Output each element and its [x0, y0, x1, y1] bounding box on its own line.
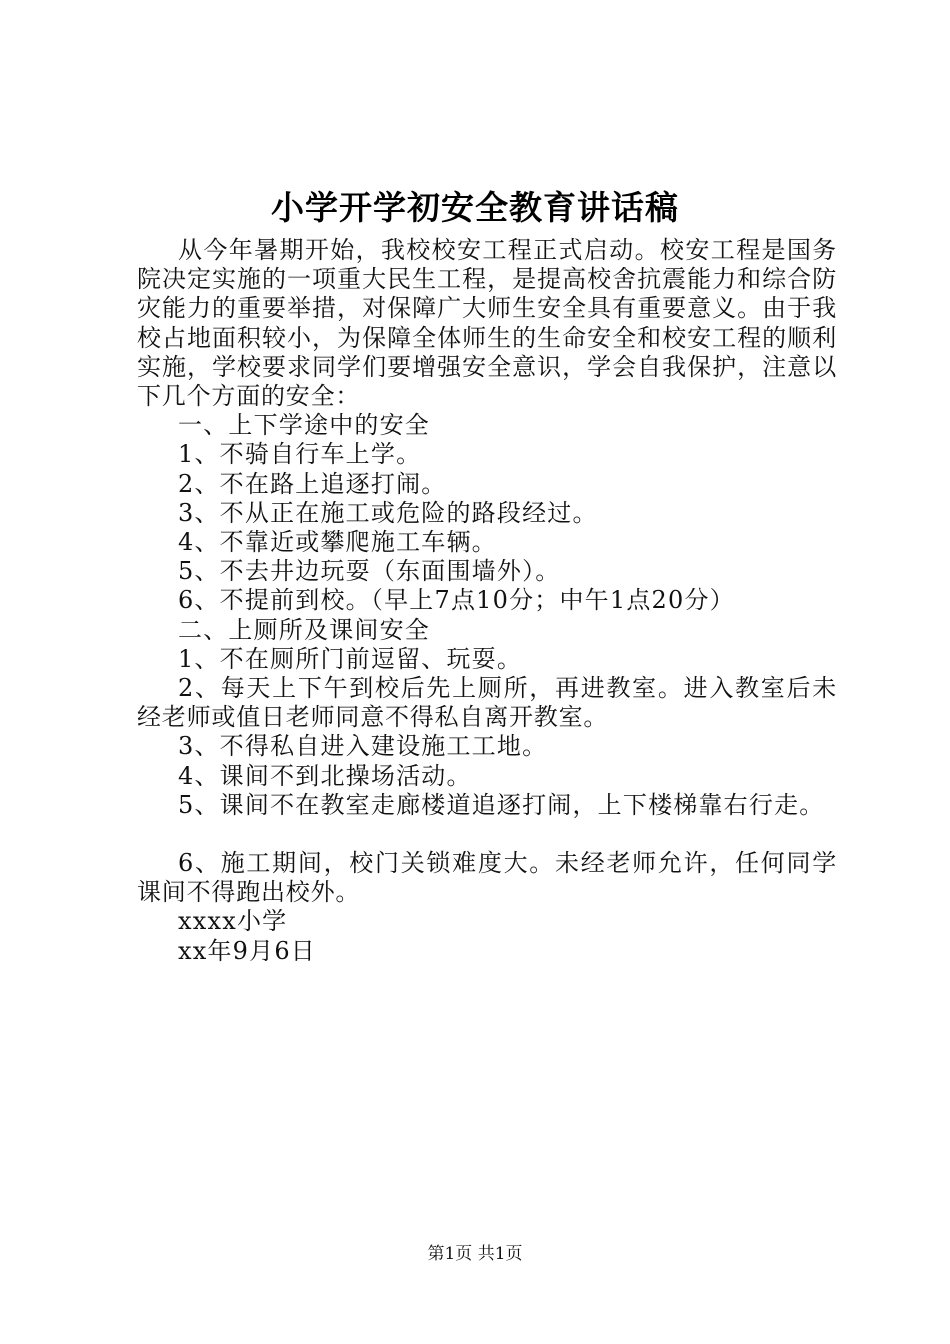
- list-item: 6、施工期间，校门关锁难度大。未经老师允许，任何同学课间不得跑出校外。: [137, 849, 837, 907]
- page-number-footer: 第1页 共1页: [427, 1244, 523, 1264]
- document-title: 小学开学初安全教育讲话稿: [271, 188, 679, 227]
- signature-date: xx年9月6日: [178, 936, 317, 965]
- signature-school: xxxx小学: [178, 907, 288, 936]
- section-heading-break-time: 二、上厕所及课间安全: [178, 615, 430, 644]
- list-item: 2、每天上下午到校后先上厕所，再进教室。进入教室后未经老师或值日老师同意不得私自离开教室。: [137, 674, 837, 732]
- list-item: 5、课间不在教室走廊楼道追逐打闹，上下楼梯靠右行走。: [178, 790, 825, 819]
- list-item: 1、不骑自行车上学。: [178, 440, 422, 469]
- intro-paragraph: 从今年暑期开始，我校校安工程正式启动。校安工程是国务院决定实施的一项重大民生工程，是提高校舍抗震能力和综合防灾能力的重要举措，对保障广大师生安全具有重要意义。由于我校占地面积较小，为保障全体师生的生命安全和校安工程的顺利实施，学校要求同学们要增强安全意识，学会自我保护，注意以下几个方面的安全：: [137, 236, 837, 411]
- list-item: 4、不靠近或攀爬施工车辆。: [178, 528, 497, 557]
- list-item: 1、不在厕所门前逗留、玩耍。: [178, 644, 523, 673]
- list-item: 3、不得私自进入建设施工工地。: [178, 732, 548, 761]
- list-item: 5、不去井边玩耍（东面围墙外）。: [178, 557, 561, 586]
- paragraph-gap: [137, 820, 837, 849]
- list-item: 4、课间不到北操场活动。: [178, 761, 472, 790]
- section-heading-commute: 一、上下学途中的安全: [178, 411, 430, 440]
- list-item: 6、不提前到校。（早上7点10分；中午1点20分）: [178, 586, 735, 615]
- document-body: [137, 236, 837, 966]
- list-item: 2、不在路上追逐打闹。: [178, 469, 447, 498]
- list-item: 3、不从正在施工或危险的路段经过。: [178, 498, 598, 527]
